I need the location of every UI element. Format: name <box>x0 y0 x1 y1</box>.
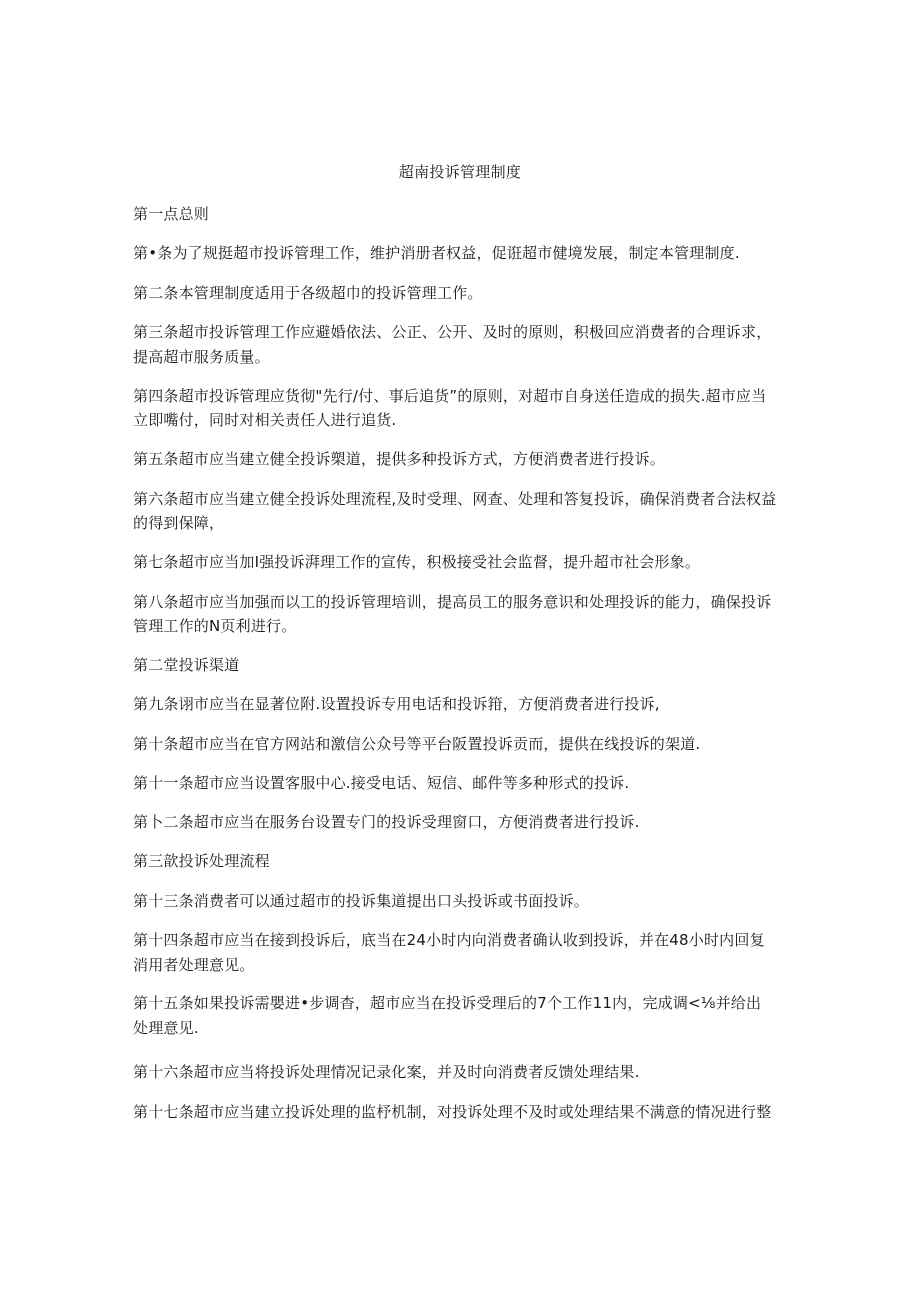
article-line: 第四条超市投诉管理应货彻"先行/付、事后追货”的原则，对超市自身送任造成的损失.超市应当 <box>133 387 767 405</box>
article-line: 消用者处理意见。 <box>133 956 255 974</box>
article-line: 管理工作的N页利进行。 <box>133 617 297 635</box>
article-line: 第十四条超市应当在接到投诉后，底当在24小时内向消费者确认收到投诉，并在48小时内回复 <box>133 931 765 949</box>
article-line: 第三条超市投诉管理工作应避婚依法、公正、公开、及时的原则，积极回应消费者的合理诉求， <box>133 323 772 341</box>
article-line: 提高超市服务质量。 <box>133 348 270 366</box>
article-line: 第十五条如果投诉需嬰进•步调杳，超市应当在投诉受理后的7个工作11内，完成调<⅛并给出 <box>133 994 762 1012</box>
article-line: 第十七条超市应当建立投诉处理的监杼机制，对投诉处理不及时或处理结果不满意的情况进行整 <box>133 1103 772 1121</box>
document-title: 超南投诉管理制度 <box>398 163 522 181</box>
article-line: 第十一条超市应当设置客服中心.接受电话、短信、邮件等多种形式的投诉. <box>133 774 630 792</box>
article-line: 第二条本管理制度适用于各级超巾的投诉管理工作。 <box>133 284 483 302</box>
article-line: 处理意见. <box>133 1019 199 1037</box>
article-line: 的得到保障， <box>133 514 225 532</box>
article-line: 第十三条消费者可以通过超市的投诉集道提出口头投诉或书面投诉。 <box>133 892 590 910</box>
chapter-heading: 第二堂投诉渠道 <box>133 656 240 674</box>
article-line: 第十六条超市应当将投诉处理情况记录化案，并及时向消费者反馈处理结果. <box>133 1063 640 1081</box>
article-line: 第九条诩市应当在显著位附.设置投诉专用电话和投诉箝，方便消费者进行投诉, <box>133 695 660 713</box>
chapter-heading: 第一点总则 <box>133 205 210 223</box>
article-line: 第八条超市应当加强而以工的投诉管理培训，提高员工的服务意识和处理投诉的能力，确保投诉 <box>133 593 772 611</box>
article-line: 立即嘴付，同时对相关责任人进行追货. <box>133 411 397 429</box>
chapter-heading: 第三歆投诉处理流程 <box>133 852 270 870</box>
article-line: 第•条为了规挺超市投诉管理工作，维护消册者权益，促诳超市健境发展，制定本管理制度. <box>133 244 740 262</box>
article-line: 第六条超市应当建立健全投诉处理流程,及时受理、网查、处理和答复投诉，确保消费者合法权益 <box>133 490 777 508</box>
article-line: 第七条超市应当加I强投诉湃理工作的宣传，积极接受社会监督，提升超市社会形象。 <box>133 553 701 571</box>
article-line: 第卜二条超市应当在服务台设置专门的投诉受理窗口，方便消费者进行投诉. <box>133 813 640 831</box>
article-line: 第五条超市应当建立健全投诉槊道，提供多种投诉方式，方便消费者进行投诉。 <box>133 450 666 468</box>
article-line: 第十条超市应当在官方网站和激信公众号等平台阪置投诉贡而，提供在线投诉的架道. <box>133 735 701 753</box>
